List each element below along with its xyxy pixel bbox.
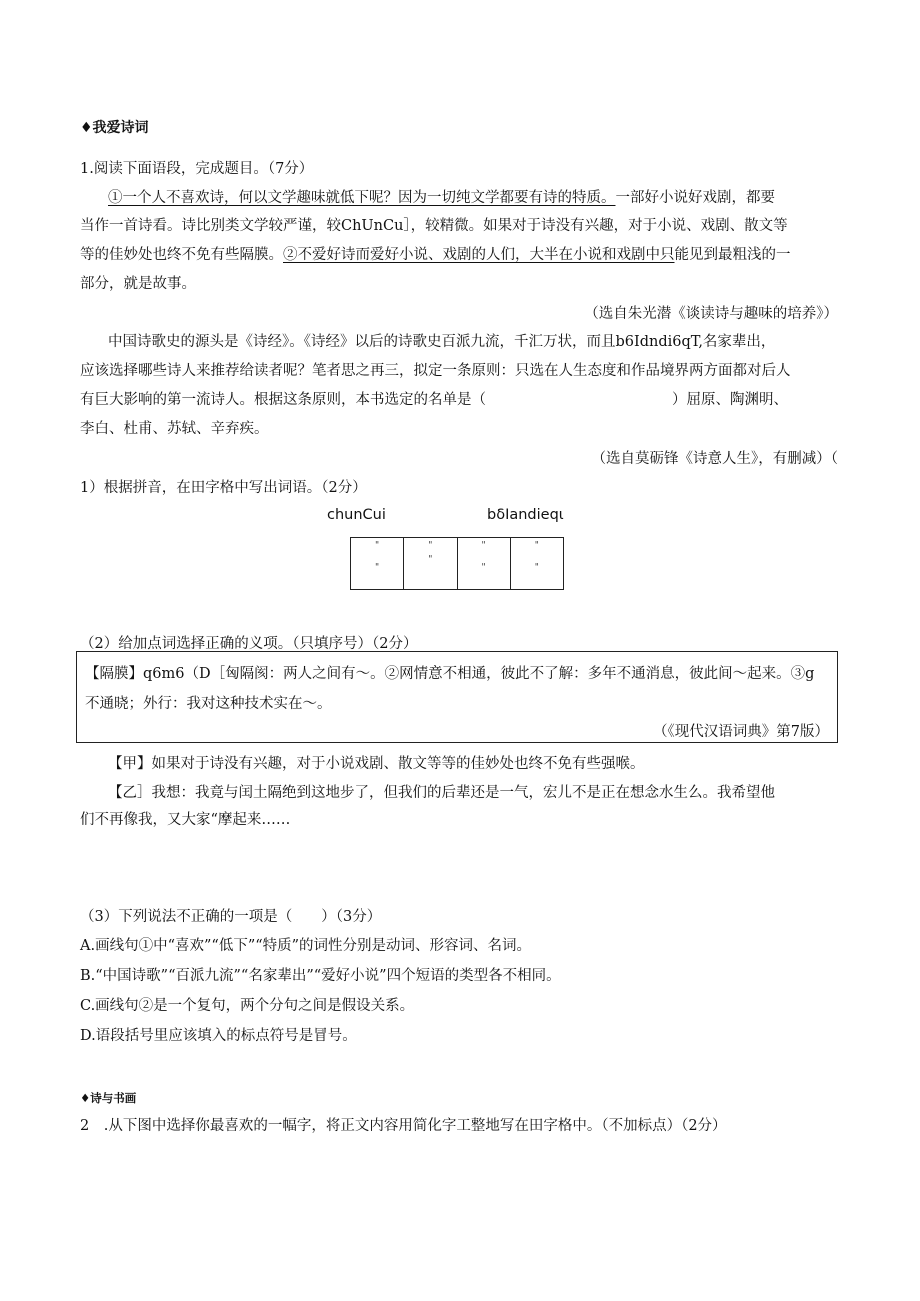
underlined-sentence-1: ①一个人不喜欢诗，何以文学趣味就低下呢？因为一切纯文学都要有诗的特质。 [108,190,616,206]
passage1-source: （选自朱光潜《谈读诗与趣味的培养》） [584,306,838,322]
q1-subquestion-1: 1）根据拼音，在田字格中写出词语。（2分） [80,480,367,496]
passage2-line3: 有巨大影响的第一流诗人。根据这条原则，本书选定的名单是（ ）屈原、陶渊明、 [80,392,788,408]
tianzige-grid[interactable] [350,537,564,590]
section-heading-calligraphy: ♦诗与书画 [80,1091,137,1105]
passage2-line2: 应该选择哪些诗人来推荐给读者呢？笔者思之再三，拟定一条原则：只选在人生态度和作品境界两方面都对后人 [80,363,791,379]
section-heading-poetry: ♦我爱诗词 [80,120,149,136]
q1-subquestion-3: （3）下列说法不正确的一项是（ ）（3分） [80,909,382,925]
option-b: B.“中国诗歌”“百派九流”“名家辈出”“爱好小说”四个短语的类型各不相同。 [80,968,561,984]
question-2: 2 .从下图中选择你最喜欢的一幅字，将正文内容用简化字工整地写在田字格中。（不加标点）（2分） [80,1118,727,1134]
example-yi-line2: 们不再像我，又大家“摩起来…… [80,812,291,828]
dictionary-source: （《现代汉语词典》第7版） [653,724,829,740]
option-a: A.画线句①中“喜欢”“低下”“特质”的词性分别是动词、形容词、名词。 [80,938,532,954]
pinyin-chuncui: chunCui [327,507,386,523]
question-1-title: 1.阅读下面语段，完成题目。（7分） [80,161,314,177]
passage2-source: （选自莫砺锋《诗意人生》，有删减）（ [591,451,838,467]
option-d: D.语段括号里应该填入的标点符号是冒号。 [80,1028,357,1044]
passage2-line4: 李白、杜甫、苏轼、辛弃疾。 [80,421,269,437]
passage1-line2: 当作一首诗看。诗比别类文学较严谨，较ChUnCu］，较精微。如果对于诗没有兴趣，对于小说、戏剧、散文等 [80,218,788,234]
example-yi-line1: 【乙］我想：我竟与闰土隔绝到这地步了，但我们的后辈还是一气，宏儿不是正在想念水生么。我希望他 [108,785,775,801]
tianzige-cell-3[interactable]: " " [458,538,511,589]
tianzige-cell-4[interactable]: " " [534,541,539,573]
pinyin-bieandieqi: bδIandieqι [487,507,564,523]
tianzige-cell-2[interactable]: " " [404,538,457,589]
tianzige-cell-1[interactable]: " " [351,538,404,589]
dictionary-entry-box [76,651,838,743]
option-c: C.画线句②是一个复句，两个分句之间是假设关系。 [80,998,415,1014]
passage2-line1: 中国诗歌史的源头是《诗经》。《诗经》以后的诗歌史百派九流，千汇万状，而且b6Idndi6qT,名家辈出， [108,334,776,350]
passage1-line4: 部分，就是故事。 [80,276,196,292]
passage1-line1: ①一个人不喜欢诗，何以文学趣味就低下呢？因为一切纯文学都要有诗的特质。一部好小说好戏剧，都要 [108,190,775,206]
passage1-line3: 等的佳妙处也终不免有些隔膜。②不爱好诗而爱好小说、戏剧的人们，大半在小说和戏剧中只能见到最粗浅的一 [80,247,791,263]
underlined-sentence-2: ②不爱好诗而爱好小说、戏剧的人们，大半在小说和戏剧中只 [283,247,675,263]
q1-subquestion-2: （2）给加点词选择正确的义项。（只填序号）（2分） [80,636,418,652]
dictionary-line-2: 不通晓；外行：我对这种技术实在～。 [85,696,332,712]
example-jia: 【甲】如果对于诗没有兴趣，对于小说戏剧、散文等等的佳妙处也终不免有些强喉。 [108,756,645,772]
dictionary-line-1: 【隔膜】q6m6（D［匈隔阂：两人之间有～。②网情意不相通，彼此不了解：多年不通消息，彼此间～起来。③g [85,666,815,682]
